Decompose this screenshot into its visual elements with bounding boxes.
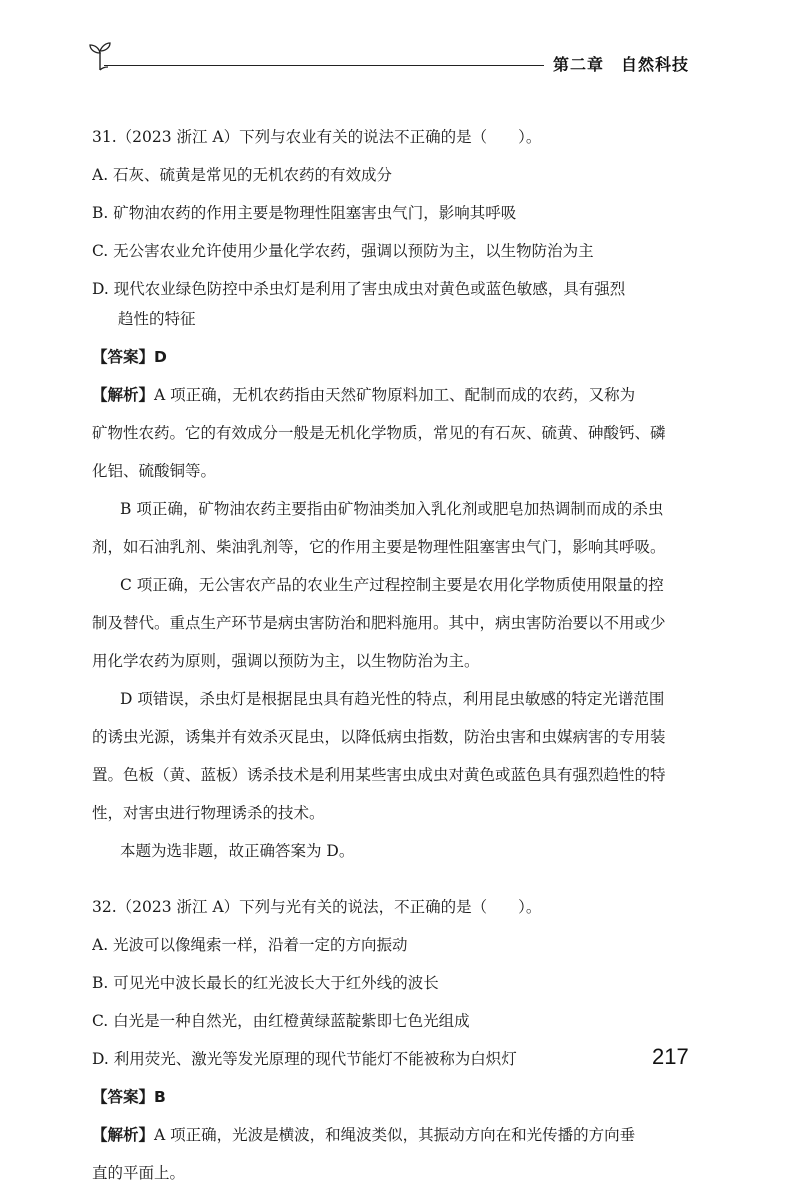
q31-analysis-line: D 项错误，杀虫灯是根据昆虫具有趋光性的特点，利用昆虫敏感的特定光谱范围 <box>120 690 665 708</box>
q31-analysis-line: 化铝、硫酸铜等。 <box>92 462 217 480</box>
header-rule <box>104 65 544 66</box>
q32-analysis-line <box>92 1120 698 1150</box>
answer-tag: 【答案】 <box>92 348 155 366</box>
answer-tag: 【答案】 <box>92 1088 155 1106</box>
q32-analysis-line: 直的平面上。 <box>92 1164 186 1182</box>
q31-analysis-line: B 项正确，矿物油农药主要指由矿物油类加入乳化剂或肥皂加热调制而成的杀虫 <box>120 500 664 518</box>
q31-analysis-line: 用化学农药为原则，强调以预防为主，以生物防治为主。 <box>92 652 480 670</box>
analysis-text: A 项正确，无机农药指由天然矿物原料加工、配制而成的农药，又称为 <box>154 386 636 404</box>
page-content <box>92 122 698 1188</box>
chapter-title: 第二章 自然科技 <box>553 55 690 74</box>
answer-value: B <box>154 1088 166 1106</box>
q32-option-c: C. 白光是一种自然光，由红橙黄绿蓝靛紫即七色光组成 <box>92 1012 470 1030</box>
q32-answer <box>92 1082 698 1112</box>
q31-analysis-line: C 项正确，无公害农产品的农业生产过程控制主要是农用化学物质使用限量的控 <box>120 576 664 594</box>
sprout-icon <box>88 40 112 72</box>
question-31-stem: 31.（2023 浙江 A）下列与农业有关的说法不正确的是（ ）。 <box>92 128 542 146</box>
q31-answer <box>92 342 698 372</box>
q31-analysis-line: 制及替代。重点生产环节是病虫害防治和肥料施用。其中，病虫害防治要以不用或少 <box>92 614 666 632</box>
q31-analysis-line: 的诱虫光源，诱集并有效杀灭昆虫，以降低病虫指数，防治虫害和虫媒病害的专用装 <box>92 728 666 746</box>
q31-analysis-line: 矿物性农药。它的有效成分一般是无机化学物质，常见的有石灰、硫黄、砷酸钙、磷 <box>92 424 666 442</box>
q31-option-a: A. 石灰、硫黄是常见的无机农药的有效成分 <box>92 166 393 184</box>
analysis-text: A 项正确，光波是横波，和绳波类似，其振动方向在和光传播的方向垂 <box>154 1126 636 1144</box>
question-32-stem: 32.（2023 浙江 A）下列与光有关的说法，不正确的是（ ）。 <box>92 898 542 916</box>
q32-option-d: D. 利用荧光、激光等发光原理的现代节能灯不能被称为白炽灯 <box>92 1050 517 1068</box>
page-number: 217 <box>652 1044 689 1069</box>
analysis-tag: 【解析】 <box>92 1126 155 1144</box>
q31-option-b: B. 矿物油农药的作用主要是物理性阻塞害虫气门，影响其呼吸 <box>92 204 517 222</box>
q31-analysis-line: 性，对害虫进行物理诱杀的技术。 <box>92 804 325 822</box>
q32-option-b: B. 可见光中波长最长的红光波长大于红外线的波长 <box>92 974 439 992</box>
q31-option-c: C. 无公害农业允许使用少量化学农药，强调以预防为主，以生物防治为主 <box>92 242 594 260</box>
q31-option-d: D. 现代农业绿色防控中杀虫灯是利用了害虫成虫对黄色或蓝色敏感，具有强烈 <box>92 280 626 298</box>
q32-option-a: A. 光波可以像绳索一样，沿着一定的方向振动 <box>92 936 408 954</box>
answer-value: D <box>154 348 167 366</box>
analysis-tag: 【解析】 <box>92 386 155 404</box>
q31-analysis-line: 剂，如石油乳剂、柴油乳剂等，它的作用主要是物理性阻塞害虫气门，影响其呼吸。 <box>92 538 666 556</box>
q31-conclusion: 本题为选非题，故正确答案为 D。 <box>120 842 355 860</box>
q31-analysis-line: 置。色板（黄、蓝板）诱杀技术是利用某些害虫成虫对黄色或蓝色具有强烈趋性的特 <box>92 766 666 784</box>
q31-option-d-continuation: 趋性的特征 <box>118 310 196 328</box>
q31-analysis-line <box>92 380 698 410</box>
